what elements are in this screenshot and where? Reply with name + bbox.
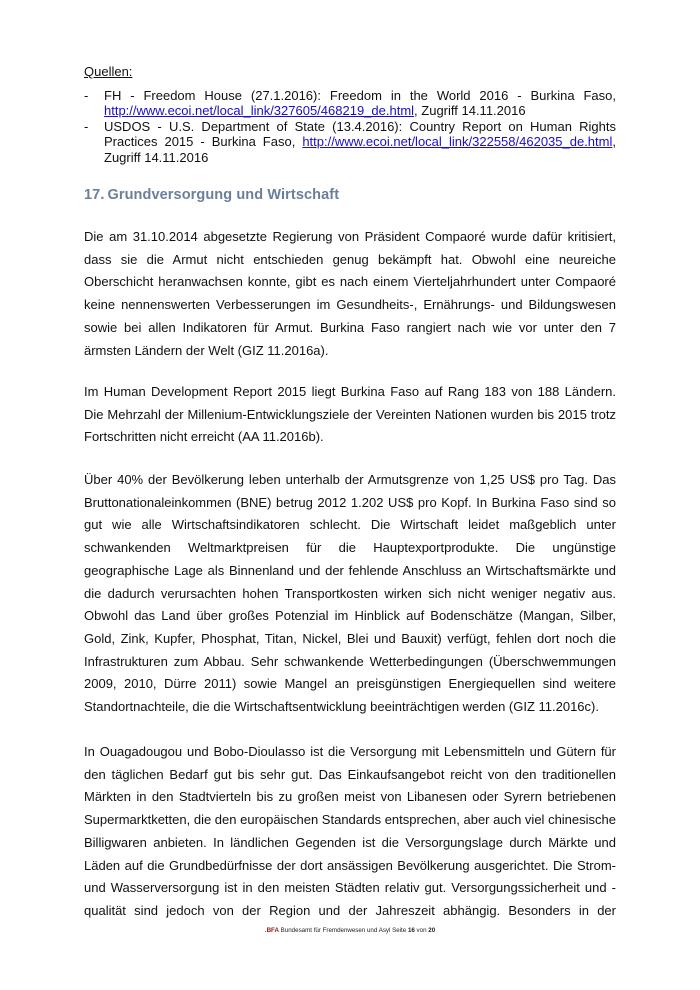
page-current: 16 bbox=[407, 927, 415, 934]
source-access-date: , Zugriff 14.11.2016 bbox=[414, 103, 526, 118]
source-text: FH - Freedom House (27.1.2016): Freedom in the World 2016 - Burkina Faso, bbox=[104, 87, 616, 103]
section-heading bbox=[84, 187, 339, 203]
source-link[interactable]: http://www.ecoi.net/local_link/327605/468219_de.html bbox=[104, 103, 415, 118]
list-dash: - bbox=[84, 87, 89, 103]
sources-heading: Quellen: bbox=[84, 64, 133, 79]
source-access-date: , Zugriff 14.11.2016 bbox=[104, 134, 616, 165]
section-number: 17. bbox=[84, 187, 105, 203]
paragraph: Über 40% der Bevölkerung leben unterhalb der Armutsgrenze von 1,25 US$ pro Tag. Das Bruttonationaleinkommen (BNE) betrug 2012 1.202 US$ pro Kopf. In Burkina Faso sind so gut wie alle Wirtschaftsindikatoren schlecht. Die Wirtschaft leidet maßgeblich unter schwankenden Weltmarktpreisen für die Hauptexportprodukte. Die ungünstige geographische Lage als Binnenland und der fehlende Anschluss an Wirtschaftsmärkte und die dadurch verursachten hohen Transportkosten wirken sich nicht weniger negativ aus. Obwohl das Land über großes Potenzial im Hinblick auf Bodenschätze (Mangan, Silber, Gold, Zink, Kupfer, Phosphat, Titan, Nickel, Blei und Bauxit) verfügt, fehlen dort noch die Infrastrukturen zum Abbau. Sehr schwankende Wetterbedingungen (Überschwemmungen 2009, 2010, Dürre 2011) sowie Mangel an preisgünstigen Energiequellen sind weitere Standortnachteile, die die Wirtschaftsentwicklung beeinträchtigen werden (GIZ 11.2016c). bbox=[84, 472, 616, 715]
sources-block bbox=[84, 64, 616, 165]
footer-org: Bundesamt für Fremdenwesen und Asyl Seite bbox=[278, 927, 408, 934]
paragraph: Im Human Development Report 2015 liegt Burkina Faso auf Rang 183 von 188 Ländern. Die Mehrzahl der Millenium-Entwicklungsziele der Vereinten Nationen wurden bis 2015 trotz Fortschritten nicht erreicht (AA 11.2016b). bbox=[84, 384, 616, 445]
source-item bbox=[84, 88, 616, 119]
source-list bbox=[84, 88, 616, 166]
section-title: Grundversorgung und Wirtschaft bbox=[107, 187, 340, 203]
source-text: USDOS - U.S. Department of State (13.4.2016): Country Report on Human Rights Practices 2015 - Burkina Faso, bbox=[104, 118, 616, 149]
page-separator: von bbox=[414, 927, 429, 934]
bfa-logo-text: .BFA bbox=[264, 927, 279, 934]
paragraph: In Ouagadougou und Bobo-Dioulasso ist die Versorgung mit Lebensmitteln und Gütern für den täglichen Bedarf gut bis sehr gut. Das Einkaufsangebot reicht von den traditionellen Märkten in den Stadtvierteln bis zu großen meist von Libanesen oder Syrern betriebenen Supermarktketten, die den europäischen Standards entsprechen, aber auch viel chinesische Billigwaren anbieten. In ländlichen Gegenden ist die Versorgungslage durch Märkte und Läden auf die Grundbedürfnisse der dort ansässigen Bevölkerung ausgerichtet. Die Strom- und Wasserversorgung ist in den meisten Städten relativ gut. Versorgungssicherheit und -qualität sind jedoch von der Region und der Jahreszeit abhängig. Besonders in der bbox=[84, 744, 616, 918]
source-link[interactable]: http://www.ecoi.net/local_link/322558/462035_de.html bbox=[302, 134, 613, 149]
list-dash: - bbox=[84, 118, 89, 134]
page-total: 20 bbox=[428, 927, 436, 934]
page-footer bbox=[0, 927, 700, 934]
source-item bbox=[84, 119, 616, 166]
paragraph: Die am 31.10.2014 abgesetzte Regierung von Präsident Compaoré wurde dafür kritisiert, dass sie die Armut nicht entschieden genug bekämpft hat. Obwohl eine neureiche Oberschicht heranwachsen konnte, gibt es nach einem Vierteljahrhundert unter Compaoré keine nennenswerten Verbesserungen im Gesundheits-, Ernährungs- und Bildungswesen sowie bei allen Indikatoren für Armut. Burkina Faso rangiert nach wie vor unter den 7 ärmsten Ländern der Welt (GIZ 11.2016a). bbox=[84, 229, 616, 358]
